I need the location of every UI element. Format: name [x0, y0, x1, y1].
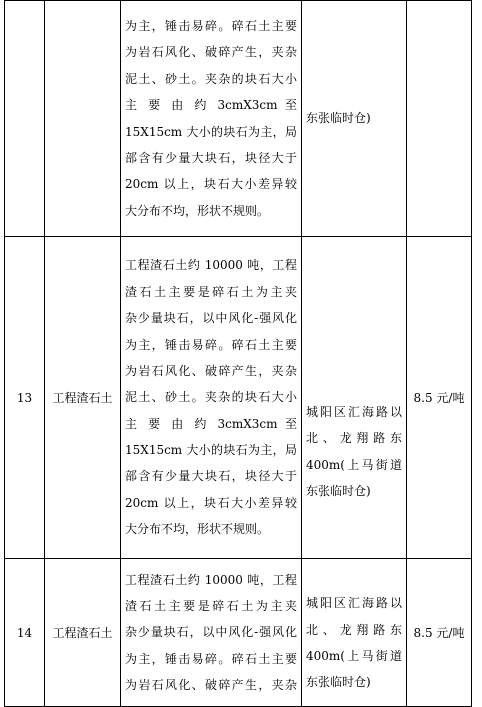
description-cell	[121, 237, 302, 559]
description-line: 大分布不均，形状不规则。	[125, 522, 270, 537]
row-index-cell	[5, 1, 45, 237]
description-line: 部含有少量大块石，块径大于	[125, 150, 297, 165]
table-body	[5, 1, 472, 707]
description-cell	[121, 559, 302, 707]
location-line: 东张临时仓)	[306, 483, 371, 498]
location-line: 东张临时仓)	[306, 675, 371, 690]
description-line: 为主，锤击易碎。碎石土主要	[125, 651, 297, 666]
description-line: 为主，锤击易碎。碎石土主要	[125, 18, 297, 33]
material-name-cell	[45, 1, 121, 237]
description-line: 杂少量块石，以中风化-强风化	[125, 311, 297, 326]
location-cell	[302, 237, 407, 559]
description-line: 为主，锤击易碎。碎石土主要	[125, 337, 297, 352]
location-line: 400m(上马街道	[306, 649, 402, 664]
description-line: 20cm 以上，块石大小差异较	[125, 495, 297, 510]
location-cell	[302, 559, 407, 707]
description-line: 工程渣石土约 10000 吨，工程	[125, 258, 297, 273]
description-line: 杂少量块石，以中风化-强风化	[125, 625, 297, 640]
description-line: 为岩石风化、破碎产生，夹杂	[125, 363, 297, 378]
description-line: 15X15cm 大小的块石为主，局	[125, 443, 297, 458]
location-line: 城阳区汇海路以	[306, 596, 402, 611]
location-line: 城阳区汇海路以	[306, 404, 402, 419]
description-line: 主 要 由 约 3cmX3cm 至	[125, 98, 297, 113]
price-cell	[407, 1, 472, 237]
table-row	[5, 1, 472, 237]
description-line: 为岩石风化、破碎产生，夹杂	[125, 45, 297, 60]
table-row	[5, 559, 472, 707]
description-line: 部含有少量大块石，块径大于	[125, 469, 297, 484]
description-line: 工程渣石土约 10000 吨，工程	[125, 572, 297, 587]
description-line: 泥土、砂土。夹杂的块石大小	[125, 71, 297, 86]
price-cell: 8.5 元/吨	[407, 237, 472, 559]
location-line: 400m(上马街道	[306, 457, 402, 472]
row-index-cell: 13	[5, 237, 45, 559]
material-name-cell: 工程渣石土	[45, 559, 121, 707]
material-name-cell: 工程渣石土	[45, 237, 121, 559]
table-row	[5, 237, 472, 559]
description-line: 20cm 以上，块石大小差异较	[125, 177, 297, 192]
location-cell	[302, 1, 407, 237]
description-line: 渣石土主要是碎石土为主夹	[125, 598, 297, 613]
description-line: 主 要 由 约 3cmX3cm 至	[125, 416, 297, 431]
description-line: 15X15cm 大小的块石为主，局	[125, 124, 297, 139]
location-line: 北、龙翔路东	[306, 431, 402, 446]
description-line: 渣石土主要是碎石土为主夹	[125, 284, 297, 299]
location-line: 北、龙翔路东	[306, 622, 402, 637]
description-line: 泥土、砂土。夹杂的块石大小	[125, 390, 297, 405]
location-line: 东张临时仓)	[306, 111, 371, 126]
description-line: 大分布不均，形状不规则。	[125, 203, 270, 218]
materials-table	[4, 0, 472, 707]
row-index-cell: 14	[5, 559, 45, 707]
description-cell	[121, 1, 302, 237]
price-cell: 8.5 元/吨	[407, 559, 472, 707]
description-line: 为岩石风化、破碎产生，夹杂	[125, 678, 297, 693]
